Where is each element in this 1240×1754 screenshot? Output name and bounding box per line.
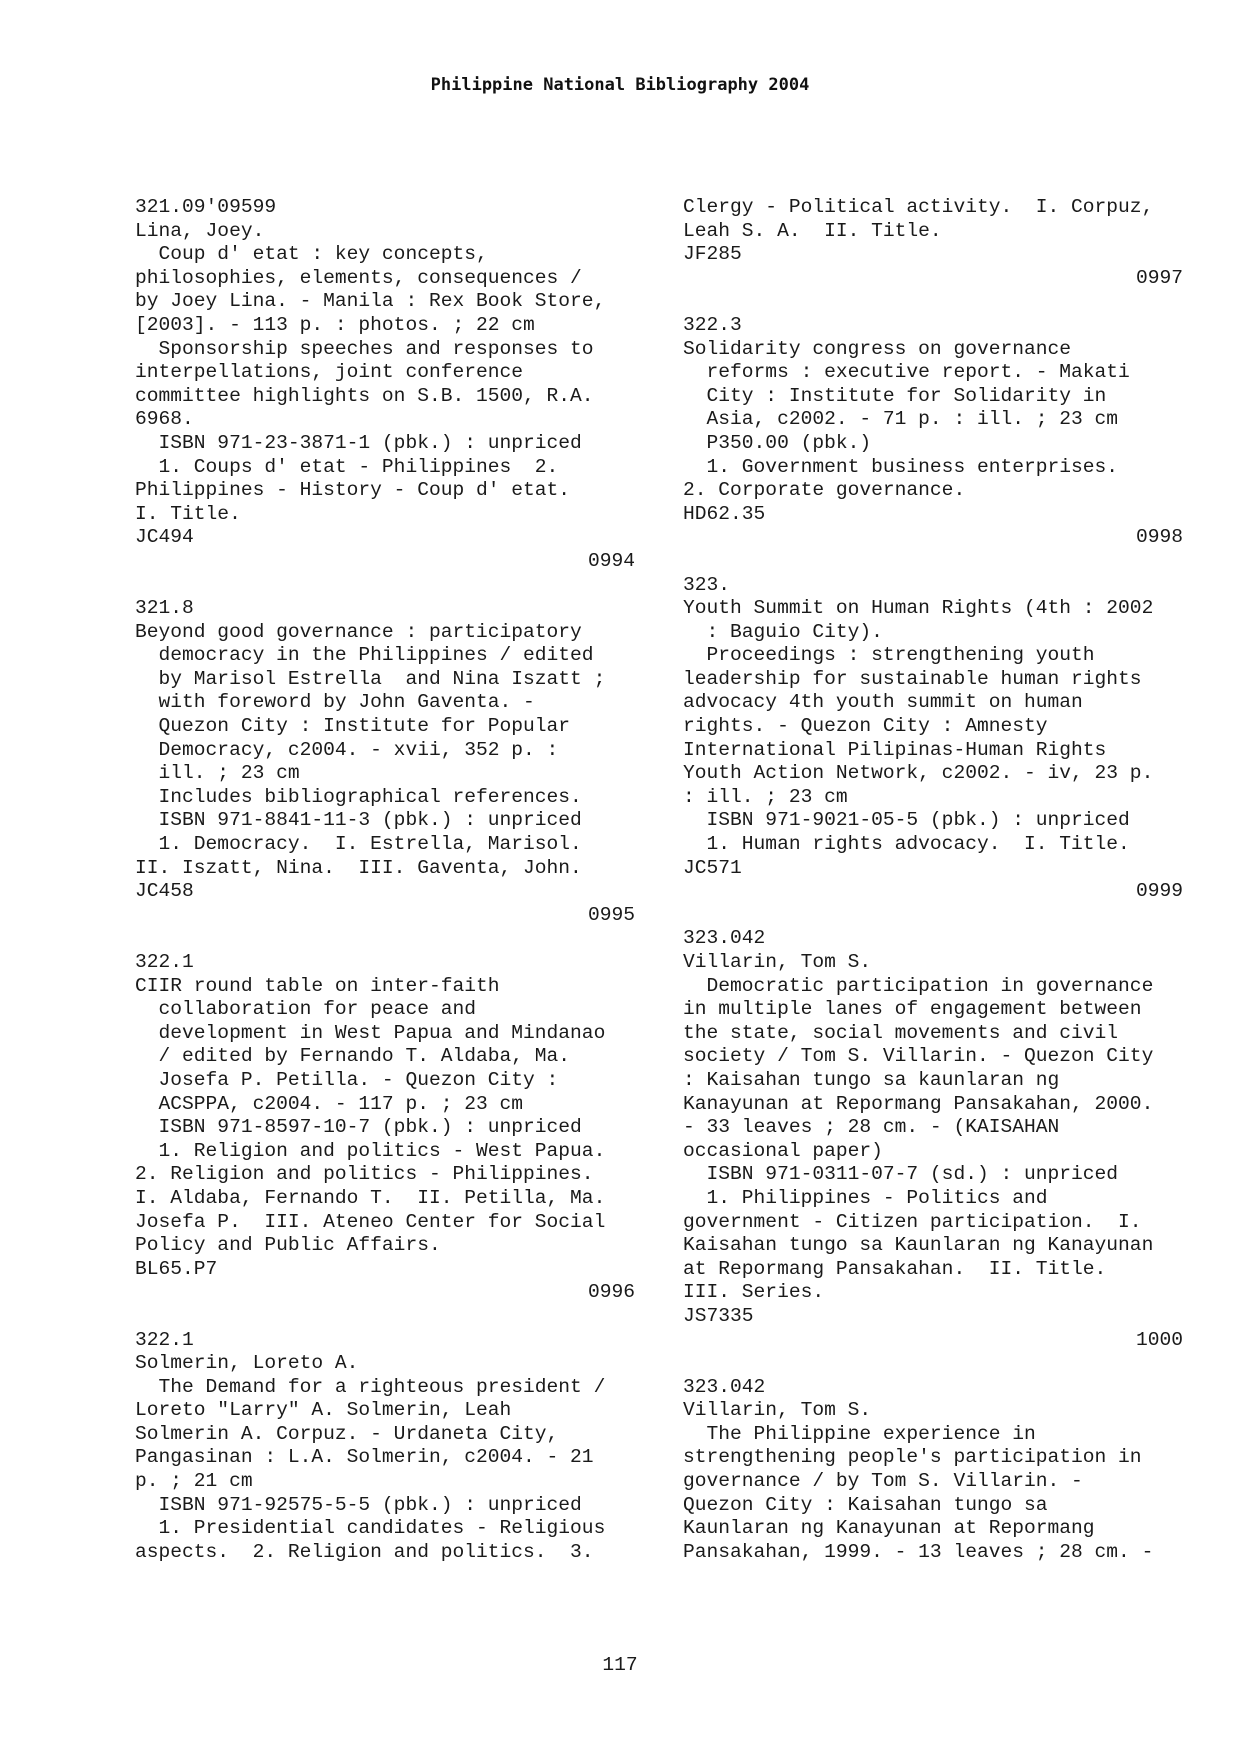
- entry-line: by Joey Lina. - Manila : Rex Book Store,: [135, 290, 606, 313]
- entry-line: [2003]. - 113 p. : photos. ; 22 cm: [135, 313, 535, 336]
- entry-number: 0998: [1135, 526, 1183, 549]
- entry-line: International Pilipinas-Human Rights: [683, 738, 1107, 761]
- entry-line: ill. ; 23 cm: [135, 762, 300, 785]
- entry-line: JC571: [683, 856, 742, 879]
- entry-line: with foreword by John Gaventa. -: [135, 691, 535, 714]
- entry-line: reforms : executive report. - Makati: [683, 361, 1130, 384]
- entry-line: Beyond good governance : participatory: [135, 620, 582, 643]
- entry-line: ISBN 971-8841-11-3 (pbk.) : unpriced: [135, 809, 582, 832]
- entry-line: BL65.P7: [135, 1257, 218, 1280]
- entry-line: P350.00 (pbk.): [683, 431, 872, 454]
- entry-line: advocacy 4th youth summit on human: [683, 691, 1083, 714]
- entry-line: Youth Summit on Human Rights (4th : 2002: [683, 597, 1154, 620]
- entry-line: Villarin, Tom S.: [683, 951, 872, 973]
- entry-line: the state, social movements and civil: [683, 1021, 1119, 1044]
- entry-line: Youth Action Network, c2002. - iv, 23 p.: [683, 762, 1154, 785]
- entry-line: Kaunlaran ng Kanayunan at Repormang: [683, 1517, 1095, 1540]
- entry-line: Quezon City : Institute for Popular: [135, 715, 571, 738]
- entry-line: Loreto "Larry" A. Solmerin, Leah: [135, 1399, 512, 1422]
- entry-line: 321.8: [135, 597, 194, 620]
- bibliography-entry: [135, 196, 635, 574]
- entry-line: Kanayunan at Repormang Pansakahan, 2000.: [683, 1092, 1154, 1115]
- entry-spacer: [135, 927, 635, 951]
- entry-line: governance / by Tom S. Villarin. -: [683, 1470, 1083, 1493]
- entry-line: Includes bibliographical references.: [135, 785, 582, 808]
- entry-line: Philippines - History - Coup d' etat.: [135, 479, 571, 502]
- bibliography-entry: [683, 574, 1183, 904]
- entry-line: III. Series.: [683, 1281, 825, 1304]
- right-column: [683, 196, 1183, 1564]
- entry-number: 0995: [587, 903, 635, 926]
- entry-number: 0996: [587, 1281, 635, 1304]
- page-title: Philippine National Bibliography 2004: [430, 75, 810, 95]
- entry-line: / edited by Fernando T. Aldaba, Ma.: [135, 1045, 571, 1068]
- entry-line: 6968.: [135, 408, 194, 431]
- entry-line: Pangasinan : L.A. Solmerin, c2004. - 21: [135, 1446, 594, 1469]
- entry-spacer: [683, 1352, 1183, 1376]
- entry-line: 323.042: [683, 927, 766, 950]
- entry-line: I. Title.: [135, 502, 241, 525]
- bibliography-entry: [683, 196, 1183, 290]
- entry-line: in multiple lanes of engagement between: [683, 998, 1142, 1021]
- entry-line: 1. Religion and politics - West Papua.: [135, 1139, 606, 1162]
- entry-line: Sponsorship speeches and responses to: [135, 337, 594, 360]
- entry-number: 0994: [587, 549, 635, 572]
- entry-line: Clergy - Political activity. I. Corpuz,: [683, 196, 1154, 218]
- entry-line: 1. Human rights advocacy. I. Title.: [683, 833, 1130, 856]
- entry-line: ISBN 971-0311-07-7 (sd.) : unpriced: [683, 1163, 1119, 1186]
- entry-line: occasional paper): [683, 1139, 883, 1162]
- entry-line: HD62.35: [683, 502, 766, 525]
- entry-line: ISBN 971-23-3871-1 (pbk.) : unpriced: [135, 431, 582, 454]
- entry-spacer: [683, 550, 1183, 574]
- entry-line: 1. Government business enterprises.: [683, 455, 1119, 478]
- entry-line: 1. Coups d' etat - Philippines 2.: [135, 455, 559, 478]
- entry-line: society / Tom S. Villarin. - Quezon City: [683, 1045, 1154, 1068]
- entry-line: 322.1: [135, 1328, 194, 1351]
- entry-line: JC494: [135, 526, 194, 549]
- entry-line: 323.042: [683, 1375, 766, 1398]
- entry-spacer: [683, 904, 1183, 928]
- entry-line: 2. Corporate governance.: [683, 479, 966, 502]
- entry-line: JF285: [683, 243, 742, 266]
- entry-line: CIIR round table on inter-faith: [135, 974, 500, 997]
- entry-line: 322.1: [135, 951, 194, 973]
- bibliography-entry: [135, 1329, 635, 1565]
- entry-line: Solidarity congress on governance: [683, 337, 1072, 360]
- entry-number: 0997: [1135, 266, 1183, 289]
- entry-spacer: [135, 1305, 635, 1329]
- entry-number: 0999: [1135, 880, 1183, 903]
- entry-spacer: [683, 290, 1183, 314]
- entry-line: 1. Philippines - Politics and: [683, 1186, 1048, 1209]
- entry-line: by Marisol Estrella and Nina Iszatt ;: [135, 667, 606, 690]
- entry-line: ISBN 971-8597-10-7 (pbk.) : unpriced: [135, 1116, 582, 1139]
- entry-line: I. Aldaba, Fernando T. II. Petilla, Ma.: [135, 1186, 606, 1209]
- entry-line: 2. Religion and politics - Philippines.: [135, 1163, 594, 1186]
- entry-line: 322.3: [683, 313, 742, 336]
- entry-line: JS7335: [683, 1304, 754, 1327]
- entry-line: ISBN 971-92575-5-5 (pbk.) : unpriced: [135, 1493, 582, 1516]
- page-number: 117: [602, 1654, 638, 1676]
- entry-line: development in West Papua and Mindanao: [135, 1021, 606, 1044]
- bibliography-entry: [683, 1376, 1183, 1565]
- entry-spacer: [135, 574, 635, 598]
- entry-line: aspects. 2. Religion and politics. 3.: [135, 1540, 594, 1563]
- entry-line: : ill. ; 23 cm: [683, 785, 848, 808]
- entry-line: Kaisahan tungo sa Kaunlaran ng Kanayunan: [683, 1234, 1154, 1257]
- bibliography-entry: [683, 927, 1183, 1352]
- entry-line: Leah S. A. II. Title.: [683, 219, 942, 242]
- entry-line: City : Institute for Solidarity in: [683, 384, 1107, 407]
- entry-line: Democratic participation in governance: [683, 974, 1154, 997]
- bibliography-entry: [683, 314, 1183, 550]
- entry-line: 1. Democracy. I. Estrella, Marisol.: [135, 833, 582, 856]
- entry-line: philosophies, elements, consequences /: [135, 266, 582, 289]
- entry-line: 321.09'09599: [135, 196, 277, 218]
- entry-line: Quezon City : Kaisahan tungo sa: [683, 1493, 1048, 1516]
- entry-line: 323.: [683, 573, 731, 596]
- entry-line: p. ; 21 cm: [135, 1470, 253, 1493]
- entry-line: ISBN 971-9021-05-5 (pbk.) : unpriced: [683, 809, 1130, 832]
- entry-line: leadership for sustainable human rights: [683, 667, 1142, 690]
- entry-line: Villarin, Tom S.: [683, 1399, 872, 1422]
- entry-line: : Baguio City).: [683, 620, 883, 643]
- bibliography-entry: [135, 597, 635, 927]
- entry-line: : Kaisahan tungo sa kaunlaran ng: [683, 1068, 1060, 1091]
- entry-line: The Philippine experience in: [683, 1422, 1036, 1445]
- entry-line: democracy in the Philippines / edited: [135, 644, 594, 667]
- entry-line: Josefa P. Petilla. - Quezon City :: [135, 1068, 559, 1091]
- left-column: [135, 196, 635, 1564]
- entry-line: - 33 leaves ; 28 cm. - (KAISAHAN: [683, 1116, 1060, 1139]
- entry-line: committee highlights on S.B. 1500, R.A.: [135, 384, 594, 407]
- entry-line: rights. - Quezon City : Amnesty: [683, 715, 1048, 738]
- entry-line: Asia, c2002. - 71 p. : ill. ; 23 cm: [683, 408, 1119, 431]
- entry-line: Coup d' etat : key concepts,: [135, 243, 488, 266]
- entry-line: 1. Presidential candidates - Religious: [135, 1517, 606, 1540]
- entry-line: at Repormang Pansakahan. II. Title.: [683, 1257, 1107, 1280]
- entry-line: JC458: [135, 880, 194, 903]
- entry-line: Proceedings : strengthening youth: [683, 644, 1095, 667]
- entry-line: ACSPPA, c2004. - 117 p. ; 23 cm: [135, 1092, 524, 1115]
- entry-line: collaboration for peace and: [135, 998, 476, 1021]
- entry-line: Lina, Joey.: [135, 219, 265, 242]
- entry-line: Policy and Public Affairs.: [135, 1234, 441, 1257]
- entry-number: 1000: [1135, 1328, 1183, 1351]
- entry-line: The Demand for a righteous president /: [135, 1375, 606, 1398]
- entry-line: Pansakahan, 1999. - 13 leaves ; 28 cm. -: [683, 1540, 1154, 1563]
- entry-line: government - Citizen participation. I.: [683, 1210, 1142, 1233]
- entry-line: II. Iszatt, Nina. III. Gaventa, John.: [135, 856, 582, 879]
- entry-line: Democracy, c2004. - xvii, 352 p. :: [135, 738, 559, 761]
- entry-line: interpellations, joint conference: [135, 361, 524, 384]
- entry-line: Solmerin, Loreto A.: [135, 1352, 359, 1375]
- entry-line: Josefa P. III. Ateneo Center for Social: [135, 1210, 606, 1233]
- entry-line: Solmerin A. Corpuz. - Urdaneta City,: [135, 1422, 559, 1445]
- bibliography-entry: [135, 951, 635, 1305]
- entry-line: strengthening people's participation in: [683, 1446, 1142, 1469]
